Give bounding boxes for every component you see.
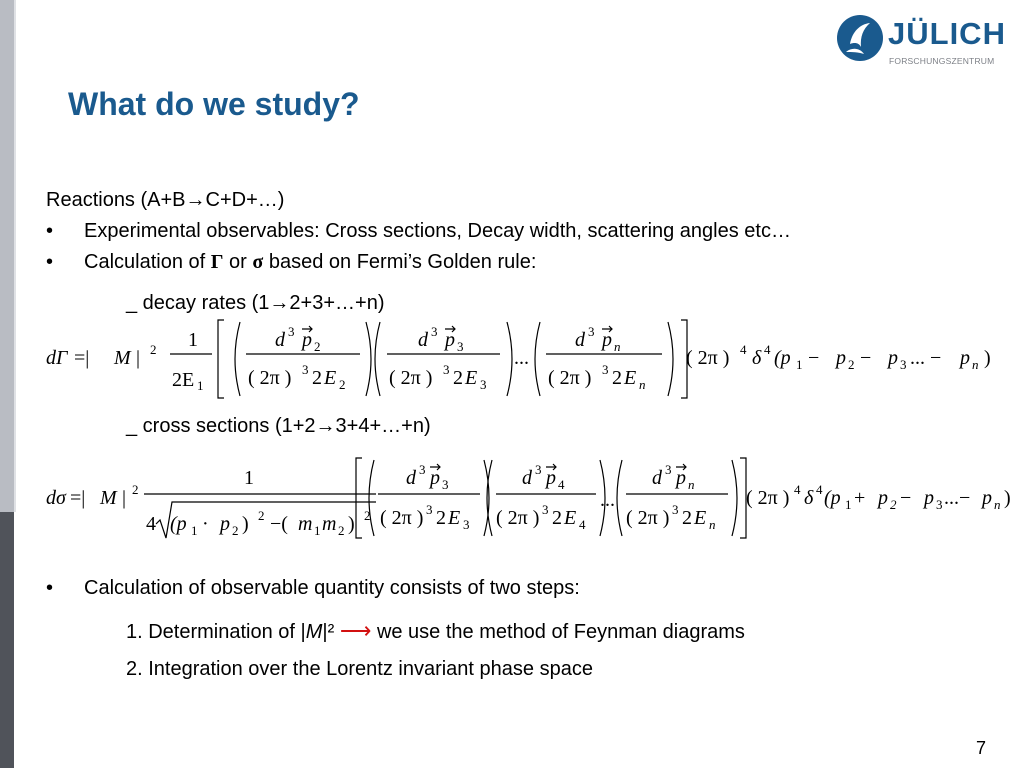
svg-text:p: p [836, 347, 846, 369]
step-two: 2. Integration over the Lorentz invariant phase space [126, 658, 593, 680]
svg-text:d: d [652, 467, 662, 489]
svg-text:3: 3 [457, 339, 464, 354]
svg-text:3: 3 [535, 462, 542, 477]
decay-width-formula [40, 318, 1020, 402]
svg-text:3: 3 [431, 324, 438, 339]
svg-text:2: 2 [890, 497, 897, 512]
svg-text:3: 3 [463, 517, 470, 532]
svg-text:1: 1 [191, 523, 198, 538]
svg-text:−: − [900, 487, 912, 509]
svg-text:( 2π ): ( 2π ) [380, 507, 424, 529]
svg-text:3: 3 [602, 362, 609, 377]
svg-text:p: p [676, 467, 686, 489]
svg-text:n: n [639, 377, 646, 392]
svg-text:1: 1 [188, 329, 198, 351]
svg-text:1: 1 [197, 378, 204, 393]
svg-text:(p: (p [824, 487, 841, 509]
svg-text:4: 4 [579, 517, 586, 532]
svg-text:3: 3 [443, 362, 450, 377]
svg-text:p: p [546, 467, 556, 489]
fermi-or: or [223, 251, 253, 273]
svg-text:E: E [448, 507, 461, 529]
svg-text:p: p [960, 347, 970, 369]
svg-text:2: 2 [848, 357, 855, 372]
svg-text:p: p [924, 487, 934, 509]
svg-text:M: M [114, 347, 131, 369]
svg-text:3: 3 [288, 324, 295, 339]
svg-text:2: 2 [682, 507, 692, 529]
step-one [126, 618, 745, 644]
red-arrow-icon: ⟶ [339, 618, 372, 643]
svg-text:M: M [100, 487, 117, 509]
svg-text:4: 4 [816, 482, 823, 497]
svg-text:1: 1 [845, 497, 852, 512]
svg-text:|: | [122, 487, 127, 509]
svg-text:( 2π ): ( 2π ) [248, 367, 292, 389]
svg-text:p: p [878, 487, 888, 509]
step-one-M: M [305, 621, 323, 643]
svg-text:2: 2 [132, 482, 139, 497]
svg-text:d: d [275, 329, 285, 351]
sidebar-bar-light [0, 0, 14, 512]
svg-text:E: E [465, 367, 478, 389]
svg-text:4: 4 [740, 342, 747, 357]
juelich-logo [836, 14, 1006, 70]
svg-text:...: ... [600, 489, 615, 511]
svg-text:−: − [860, 347, 872, 369]
svg-text:m: m [298, 513, 313, 535]
svg-text:): ) [984, 347, 991, 369]
svg-text:2: 2 [314, 339, 321, 354]
svg-text:(p: (p [170, 513, 187, 535]
bullet-two-steps: Calculation of observable quantity consists of two steps: [84, 577, 580, 599]
svg-text:(p: (p [774, 347, 791, 369]
svg-text:E: E [694, 507, 707, 529]
sidebar-bar-dark [0, 512, 14, 768]
bullet-observables: Experimental observables: Cross sections, Decay width, scattering angles etc… [84, 220, 791, 242]
svg-text:3: 3 [588, 324, 595, 339]
svg-text:... −: ... − [910, 347, 942, 369]
step-one-exp: |² [322, 621, 335, 643]
decay-rates-heading: _ decay rates (1→2+3+…+n) [126, 292, 385, 314]
svg-text:dΓ: dΓ [46, 347, 68, 369]
slide-title: What do we study? [68, 86, 360, 122]
svg-text:4: 4 [558, 477, 565, 492]
gamma-symbol: Γ [210, 251, 224, 273]
svg-text:2: 2 [339, 377, 346, 392]
svg-text:=|: =| [70, 487, 86, 509]
fermi-suffix: based on Fermi’s Golden rule: [263, 251, 537, 273]
step-one-prefix: 1. Determination of | [126, 621, 306, 643]
svg-text:3: 3 [480, 377, 487, 392]
svg-text:p: p [888, 347, 898, 369]
svg-text:1: 1 [314, 523, 321, 538]
svg-text:=|: =| [74, 347, 90, 369]
svg-text:2: 2 [612, 367, 622, 389]
svg-text:+: + [854, 487, 866, 509]
svg-text:( 2π ): ( 2π ) [746, 487, 790, 509]
svg-text:E: E [564, 507, 577, 529]
svg-text:( 2π ): ( 2π ) [626, 507, 670, 529]
bullet-dot: • [46, 251, 54, 273]
svg-text:4: 4 [794, 482, 801, 497]
svg-text:n: n [972, 357, 979, 372]
cross-section-formula [40, 454, 1020, 542]
svg-text:n: n [688, 477, 695, 492]
svg-text:...: ... [514, 347, 529, 369]
svg-text:n: n [709, 517, 716, 532]
bullet-fermi-rule [84, 251, 536, 274]
bullet-dot: • [46, 577, 54, 599]
svg-text:p: p [445, 329, 455, 351]
svg-text:p: p [220, 513, 230, 535]
svg-text:2: 2 [312, 367, 322, 389]
svg-text:): ) [1004, 487, 1011, 509]
svg-text:p: p [302, 329, 312, 351]
sidebar-accent [14, 0, 16, 512]
svg-text:( 2π ): ( 2π ) [389, 367, 433, 389]
logo-wordmark: JÜLICH [888, 16, 1006, 51]
svg-text:2E: 2E [172, 369, 195, 391]
svg-text:3: 3 [542, 502, 549, 517]
svg-text:2: 2 [258, 508, 265, 523]
svg-text:δ: δ [752, 347, 762, 369]
svg-text:n: n [614, 339, 621, 354]
svg-text:( 2π ): ( 2π ) [496, 507, 540, 529]
svg-text:3: 3 [302, 362, 309, 377]
fermi-prefix: Calculation of [84, 251, 211, 273]
svg-text:d: d [575, 329, 585, 351]
svg-text:( 2π ): ( 2π ) [686, 347, 730, 369]
reactions-line: Reactions (A+B→C+D+…) [46, 189, 285, 211]
logo-emblem-icon [836, 14, 884, 62]
svg-text:dσ: dσ [46, 487, 66, 509]
logo-subtitle: FORSCHUNGSZENTRUM [889, 56, 995, 66]
svg-text:·: · [202, 513, 209, 535]
svg-text:1: 1 [796, 357, 803, 372]
svg-text:d: d [522, 467, 532, 489]
svg-text:p: p [602, 329, 612, 351]
svg-text:3: 3 [442, 477, 449, 492]
svg-text:−(: −( [270, 513, 288, 535]
svg-text:3: 3 [426, 502, 433, 517]
svg-text:E: E [324, 367, 337, 389]
svg-text:( 2π ): ( 2π ) [548, 367, 592, 389]
svg-text:3: 3 [900, 357, 907, 372]
svg-text:1: 1 [244, 467, 254, 489]
svg-text:3: 3 [419, 462, 426, 477]
svg-text:E: E [624, 367, 637, 389]
svg-text:2: 2 [150, 342, 157, 357]
svg-text:p: p [430, 467, 440, 489]
sigma-symbol: σ [252, 251, 264, 273]
svg-text:2: 2 [364, 508, 371, 523]
svg-text:): ) [348, 513, 355, 535]
svg-text:2: 2 [552, 507, 562, 529]
page-number: 7 [975, 738, 986, 758]
svg-text:): ) [242, 513, 249, 535]
bullet-dot: • [46, 220, 54, 242]
svg-text:|: | [136, 347, 141, 369]
svg-text:δ: δ [804, 487, 814, 509]
svg-text:2: 2 [436, 507, 446, 529]
svg-text:...−: ...− [944, 487, 971, 509]
svg-text:p: p [982, 487, 992, 509]
svg-text:−: − [808, 347, 820, 369]
svg-text:3: 3 [665, 462, 672, 477]
svg-text:4: 4 [764, 342, 771, 357]
svg-text:2: 2 [453, 367, 463, 389]
svg-text:n: n [994, 497, 1001, 512]
svg-text:2: 2 [338, 523, 345, 538]
svg-text:m: m [322, 513, 337, 535]
svg-text:d: d [406, 467, 416, 489]
svg-text:d: d [418, 329, 428, 351]
step-one-suffix: we use the method of Feynman diagrams [376, 621, 745, 643]
svg-text:3: 3 [936, 497, 943, 512]
cross-sections-heading: _ cross sections (1+2→3+4+…+n) [126, 415, 431, 437]
svg-text:4: 4 [146, 513, 156, 535]
svg-text:3: 3 [672, 502, 679, 517]
svg-text:2: 2 [232, 523, 239, 538]
